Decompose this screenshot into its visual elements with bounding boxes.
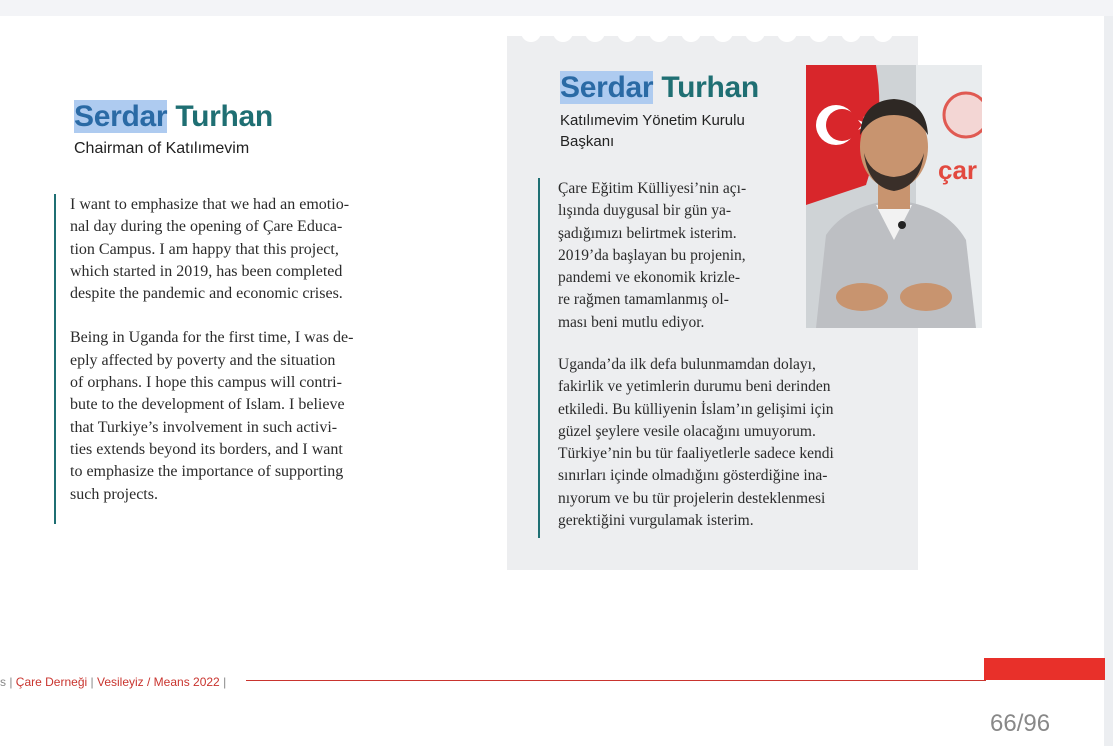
- english-text-line: which started in 2019, has been completed: [70, 262, 343, 280]
- turkish-text-line: gerektiğini vurgulamak isterim.: [558, 512, 754, 530]
- english-text-line: bute to the development of Islam. I believe: [70, 396, 345, 414]
- footer-separator: |: [90, 675, 94, 689]
- english-text-line: ties extends beyond its borders, and I want: [70, 440, 343, 458]
- english-paragraph: [70, 194, 410, 305]
- panel-scalloped-edge: [507, 28, 918, 48]
- turkish-text-line: ması beni mutlu ediyor.: [558, 313, 705, 331]
- english-text-line: eply affected by poverty and the situation: [70, 351, 336, 369]
- english-title: Chairman of Katılımevim: [74, 140, 250, 157]
- english-text-line: that Turkiye’s involvement in such activi-: [70, 418, 338, 436]
- highlighted-first-name: Serdar: [74, 100, 168, 133]
- english-text-line: of orphans. I hope this campus will contri-: [70, 374, 342, 392]
- turkish-text-line: şadığımızı belirtmek isterim.: [558, 224, 737, 242]
- last-name: Turhan: [661, 71, 759, 104]
- turkish-text-line: sınırları içinde olmadığını gösterdiğine ina-: [558, 467, 828, 485]
- footer-rule: [246, 680, 986, 681]
- english-text-line: Being in Uganda for the first time, I was de-: [70, 329, 354, 347]
- footer-magazine: Vesileyiz / Means 2022: [96, 675, 220, 689]
- turkish-text-line: re rağmen tamamlanmış ol-: [558, 291, 729, 309]
- english-text-line: tion Campus. I am happy that this project,: [70, 240, 339, 258]
- footer-separator: |: [223, 675, 227, 689]
- turkish-text-line: güzel şeylere vesile olacağını umuyorum.: [558, 422, 816, 440]
- viewer-top-bar: [0, 0, 1113, 16]
- footer-lead: s |: [0, 675, 13, 689]
- footer-org: Çare Derneği: [15, 675, 88, 689]
- turkish-text-line: lışında duygusal bir gün ya-: [558, 202, 732, 220]
- turkish-text-line: pandemi ve ekonomik krizle-: [558, 269, 741, 287]
- turkish-text-line: 2019’da başlayan bu projenin,: [558, 246, 746, 264]
- english-text-line: I want to emphasize that we had an emotio-: [70, 196, 350, 213]
- last-name: Turhan: [175, 100, 273, 133]
- english-name-heading: [74, 100, 273, 134]
- english-text-line: to emphasize the importance of supporting: [70, 463, 344, 481]
- english-paragraph: [70, 327, 410, 505]
- english-text-line: nal day during the opening of Çare Educa-: [70, 218, 343, 236]
- turkish-name-heading: [560, 71, 759, 105]
- english-body: [70, 194, 410, 506]
- turkish-text-line: fakirlik ve yetimlerin durumu beni derinden: [558, 378, 831, 396]
- viewer-scrollbar[interactable]: [1104, 16, 1113, 746]
- turkish-title-line: Katılımevim Yönetim Kurulu: [560, 112, 745, 129]
- care-logo-text: çar: [938, 155, 978, 185]
- english-text-line: despite the pandemic and economic crises.: [70, 285, 343, 303]
- speaker-photo: [806, 65, 982, 328]
- turkish-text-line: Uganda’da ilk defa bulunmamdan dolayı,: [558, 356, 816, 373]
- turkish-quote-bar: [538, 178, 540, 538]
- turkish-text-line: etkiledi. Bu külliyenin İslam’ın gelişimi için: [558, 400, 834, 418]
- turkish-title: [560, 110, 745, 152]
- page-indicator: 66/96: [990, 710, 1051, 737]
- turkish-title-line: Başkanı: [560, 133, 615, 150]
- turkish-text-line: nıyorum ve bu tür projelerin desteklenmesi: [558, 489, 826, 507]
- care-logo-icon: [944, 93, 982, 137]
- turkish-text-line: Türkiye’nin bu tür faaliyetlerle sadece kendi: [558, 445, 834, 463]
- turkish-paragraph-2: [558, 354, 908, 532]
- turkish-paragraph-1: [558, 178, 798, 334]
- turkish-text-line: Çare Eğitim Külliyesi’nin açı-: [558, 180, 747, 197]
- footer-credits: [0, 675, 226, 689]
- highlighted-first-name: Serdar: [560, 71, 654, 104]
- english-quote-bar: [54, 194, 56, 524]
- footer-red-block: [984, 658, 1105, 680]
- english-text-line: such projects.: [70, 485, 158, 503]
